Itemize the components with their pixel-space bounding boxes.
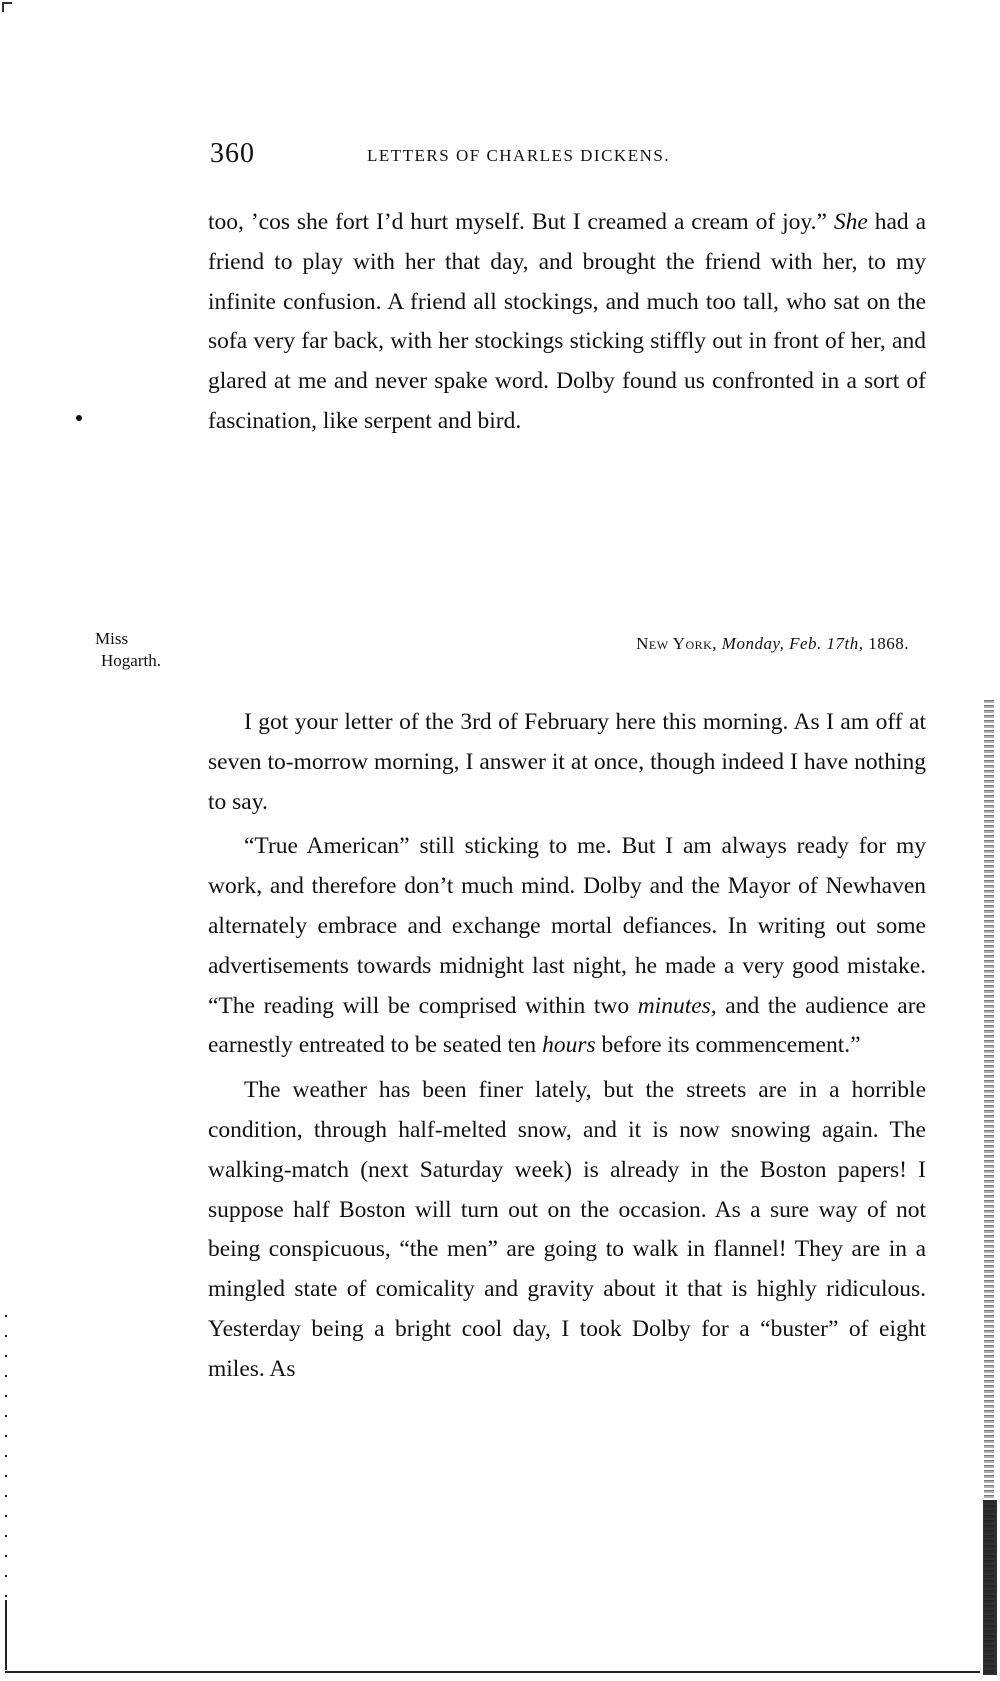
text-run: “True American” still sticking to me. But I am always ready for my work, and therefore don’t much mind. Dolby and the Mayor of Newhaven alternately embrace and exchange mortal defiances. In writing out some advertisements towards midnight last night, he made a very good mistake. “The reading will be comprised within two	[208, 833, 926, 1019]
text-run: of joy.”	[755, 209, 834, 235]
text-run: before its commencement.”	[595, 1032, 861, 1059]
dateline-day: Monday,	[721, 634, 785, 653]
italic-word: She	[833, 209, 868, 235]
marginal-note	[95, 628, 161, 672]
letter-paragraph-3: The weather has been finer lately, but the streets are in a horrible condition, through half-melted snow, and it is now snowing again. The walking-match (next Saturday week) is already in the Boston papers! I suppose half Boston will turn out on the occasion. As a sure way of not being conspicuous, “the men” are going to walk in flannel! They are in a mingled state of comicality and gravity about it that is highly ridiculous. Yesterday being a bright cool day, I took Dolby for a “buster” of eight miles. As	[208, 1077, 926, 1382]
dateline-year: 1868.	[868, 634, 909, 653]
scan-page-edge-dark	[983, 1500, 997, 1675]
margin-dot	[76, 415, 82, 421]
dateline-place: New York,	[636, 634, 718, 653]
text-run: and the audience are earnestly entreated to be seated ten	[208, 992, 926, 1059]
scan-corner-mark	[2, 2, 12, 12]
scan-left-edge-solid	[5, 1600, 7, 1670]
marginal-note-line: Miss	[95, 629, 129, 648]
running-head: LETTERS OF CHARLES DICKENS.	[367, 146, 671, 165]
scan-bottom-edge	[5, 1671, 980, 1673]
paragraph-continued	[208, 203, 926, 442]
italic-word: minutes,	[637, 992, 717, 1019]
dateline-date: 17th,	[826, 634, 864, 653]
text-run: brought the friend with her, to my infinite confusion. A friend all stockings, and much too tall, who sat on the sofa very far back, with her stockings sticking stiffly out in front of her, and glared at me and never spake word. Dolby found us confronted in a sort of fascination, like serpent and bird.	[208, 248, 927, 434]
letter-paragraph-1: I got your letter of the 3rd of February here this morning. As I am off at seven to-morrow morning, I answer it at once, though indeed I have nothing to say.	[208, 709, 926, 815]
continued-paragraph	[208, 203, 926, 442]
text-run: had a friend to play with her that day, and	[208, 209, 926, 275]
marginal-note-line: Hogarth.	[101, 651, 161, 670]
letter-paragraph-2	[208, 827, 926, 1066]
page-number: 360	[210, 138, 255, 169]
text-line: too, ’cos she fort I’d hurt myself. But I creamed a cream	[208, 209, 749, 235]
italic-word: hours	[542, 1032, 596, 1059]
page-header	[210, 138, 930, 168]
dateline	[636, 634, 909, 654]
letter-body	[208, 703, 926, 1390]
dateline-month: Feb.	[789, 634, 822, 653]
